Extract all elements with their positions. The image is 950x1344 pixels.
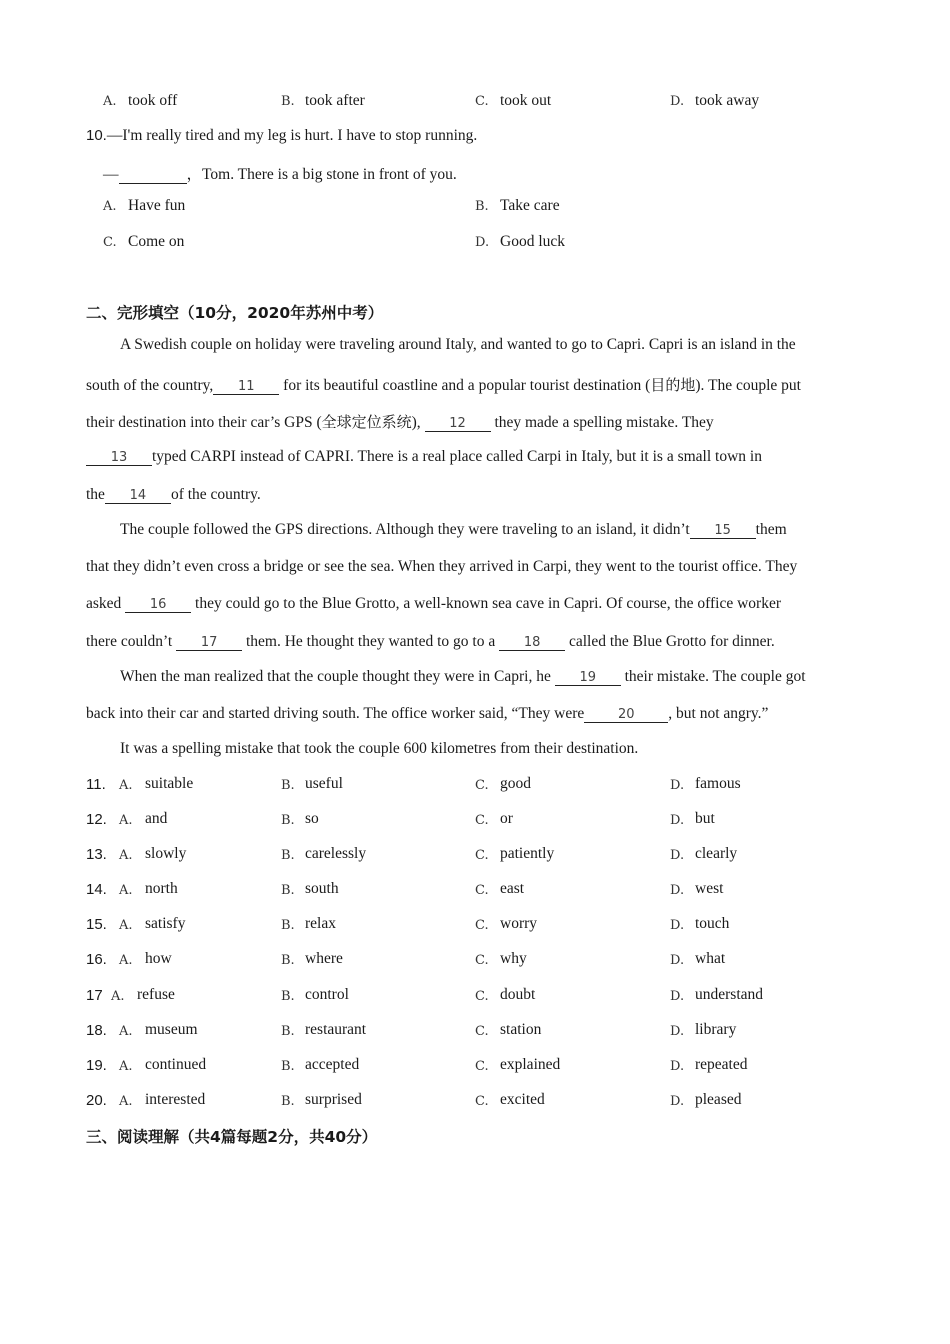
option-c-text: or xyxy=(500,810,513,827)
blank-20: 20 xyxy=(584,707,668,723)
blank-11: 11 xyxy=(213,379,279,395)
p1-l5-part-a: the xyxy=(86,486,105,503)
option-a-text: interested xyxy=(145,1091,206,1108)
option-a-text: refuse xyxy=(137,986,175,1003)
option-c-text: patiently xyxy=(500,845,555,862)
q9-option-c-letter: C. xyxy=(475,94,489,109)
option-c-letter: C. xyxy=(475,813,489,828)
q10-dash: — xyxy=(103,166,119,183)
option-c-text: why xyxy=(500,950,527,967)
p2-l1-part-b: them xyxy=(755,521,787,538)
q10-line2 xyxy=(103,162,457,184)
question-number: 11. xyxy=(86,776,106,793)
option-a-letter: A. xyxy=(119,1024,133,1039)
p3-l1-part-b: their mistake. The couple got xyxy=(624,668,806,685)
q9-option-d-letter: D. xyxy=(670,94,685,109)
q10-option-a-text: Have fun xyxy=(128,197,186,214)
blank-15: 15 xyxy=(690,523,756,539)
q9-option-c-text: took out xyxy=(500,92,552,109)
option-b-letter: B. xyxy=(281,989,295,1004)
blank-12: 12 xyxy=(425,416,491,432)
option-d-letter: D. xyxy=(670,953,685,968)
question-number: 15. xyxy=(86,916,107,933)
blank-19: 19 xyxy=(555,670,621,686)
option-d-text: west xyxy=(695,880,724,897)
p1-line-3 xyxy=(86,411,714,432)
q10-option-d-letter: D. xyxy=(475,235,490,250)
option-c-letter: C. xyxy=(475,918,489,933)
q10-option-d-text: Good luck xyxy=(500,233,566,250)
option-b-text: relax xyxy=(305,915,336,932)
p2-l4-part-a: there couldn’t xyxy=(86,633,173,650)
option-c-letter: C. xyxy=(475,883,489,898)
p2-l4-part-c: called the Blue Grotto for dinner. xyxy=(568,633,775,650)
option-c-text: good xyxy=(500,775,531,792)
option-d-text: what xyxy=(695,950,726,967)
p1-l3-cn: 全球定位系统 xyxy=(321,413,412,431)
question-number: 13. xyxy=(86,846,107,863)
option-d-text: repeated xyxy=(695,1056,748,1073)
q10-line2-rest: ，Tom. There is a big stone in front of you. xyxy=(186,166,457,183)
option-d-letter: D. xyxy=(670,1094,685,1109)
option-b-text: accepted xyxy=(305,1056,360,1073)
option-d-letter: D. xyxy=(670,989,685,1004)
p4-line: It was a spelling mistake that took the couple 600 kilometres from their destination. xyxy=(120,740,639,757)
option-a-text: suitable xyxy=(145,775,194,792)
p1-l3-part-a: their destination into their car’s GPS ( xyxy=(86,414,322,431)
option-d-text: touch xyxy=(695,915,730,932)
option-c-letter: C. xyxy=(475,953,489,968)
p1-l2-part-a: south of the country, xyxy=(86,377,214,394)
p2-line-1 xyxy=(120,521,787,539)
p1-l2-part-b: for its beautiful coastline and a popular tourist destination ( xyxy=(283,377,651,394)
option-a-text: satisfy xyxy=(145,915,186,932)
option-c-text: station xyxy=(500,1021,542,1038)
option-a-text: museum xyxy=(145,1021,198,1038)
option-b-letter: B. xyxy=(281,883,295,898)
option-d-letter: D. xyxy=(670,1059,685,1074)
option-a-letter: A. xyxy=(119,918,133,933)
p2-line-2: that they didn’t even cross a bridge or see the sea. When they arrived in Carpi, they went to the tourist office. They xyxy=(86,558,798,575)
option-c-letter: C. xyxy=(475,1059,489,1074)
p2-l4-part-b: them. He thought they wanted to go to a xyxy=(245,633,496,650)
option-b-text: so xyxy=(305,810,319,827)
option-d-letter: D. xyxy=(670,813,685,828)
option-d-letter: D. xyxy=(670,778,685,793)
option-b-text: surprised xyxy=(305,1091,362,1108)
blank-13: 13 xyxy=(86,450,152,466)
question-number: 19. xyxy=(86,1057,107,1074)
p3-l2-part-b: , but not angry.” xyxy=(668,705,769,722)
option-c-text: excited xyxy=(500,1091,545,1108)
question-number: 17 xyxy=(86,987,103,1004)
option-a-text: how xyxy=(145,950,172,967)
option-a-text: north xyxy=(145,880,178,897)
option-d-text: pleased xyxy=(695,1091,742,1108)
option-b-letter: B. xyxy=(281,813,295,828)
p2-line-3 xyxy=(86,595,781,613)
option-d-letter: D. xyxy=(670,848,685,863)
p2-l3-part-a: asked xyxy=(86,595,122,612)
option-d-letter: D. xyxy=(670,883,685,898)
p3-l1-part-a: When the man realized that the couple thought they were in Capri, he xyxy=(120,668,551,685)
option-b-letter: B. xyxy=(281,1094,295,1109)
option-d-text: understand xyxy=(695,986,764,1003)
q9-option-d-text: took away xyxy=(695,92,760,109)
blank-14: 14 xyxy=(105,488,171,504)
option-a-letter: A. xyxy=(119,1094,133,1109)
option-d-text: clearly xyxy=(695,845,738,862)
option-a-letter: A. xyxy=(119,883,133,898)
question-number: 16. xyxy=(86,951,107,968)
option-b-text: south xyxy=(305,880,339,897)
option-d-text: library xyxy=(695,1021,737,1038)
option-a-letter: A. xyxy=(119,953,133,968)
option-d-letter: D. xyxy=(670,1024,685,1039)
section-2-heading: 二、完形填空（10分，2020年苏州中考） xyxy=(86,304,384,322)
q10-option-c-text: Come on xyxy=(128,233,185,250)
option-b-letter: B. xyxy=(281,1024,295,1039)
option-b-text: restaurant xyxy=(305,1021,367,1038)
option-c-letter: C. xyxy=(475,1094,489,1109)
p1-l3-part-b: ), xyxy=(411,414,421,431)
option-c-letter: C. xyxy=(475,1024,489,1039)
q10-option-b-letter: B. xyxy=(475,199,489,214)
option-c-text: explained xyxy=(500,1056,561,1073)
option-b-text: control xyxy=(305,986,349,1003)
option-b-letter: B. xyxy=(281,918,295,933)
blank-16: 16 xyxy=(125,597,191,613)
option-c-letter: C. xyxy=(475,778,489,793)
q10-option-b-text: Take care xyxy=(500,197,560,214)
q10-stem xyxy=(86,127,477,145)
q10-option-a-letter: A. xyxy=(103,199,117,214)
option-c-text: worry xyxy=(500,915,538,932)
option-a-letter: A. xyxy=(111,989,125,1004)
p1-line-4 xyxy=(86,448,762,466)
option-c-text: doubt xyxy=(500,986,536,1003)
p1-l3-part-c: they made a spelling mistake. They xyxy=(494,414,714,431)
q10-number: 10. xyxy=(86,127,107,144)
option-a-letter: A. xyxy=(119,1059,133,1074)
option-c-text: east xyxy=(500,880,525,897)
p1-line-1: A Swedish couple on holiday were traveling around Italy, and wanted to go to Capri. Capri is an island in the xyxy=(120,336,796,353)
q9-option-b-text: took after xyxy=(305,92,365,109)
blank-18: 18 xyxy=(499,635,565,651)
question-number: 14. xyxy=(86,881,107,898)
section-3-heading: 三、阅读理解（共4篇每题2分，共40分） xyxy=(86,1128,378,1146)
blank-17: 17 xyxy=(176,635,242,651)
option-b-letter: B. xyxy=(281,1059,295,1074)
option-b-letter: B. xyxy=(281,953,295,968)
p1-l4-text: typed CARPI instead of CAPRI. There is a real place called Carpi in Italy, but it is a small town in xyxy=(152,448,762,465)
q10-blank xyxy=(119,168,187,184)
option-b-text: carelessly xyxy=(305,845,367,862)
q9-option-a-letter: A. xyxy=(103,94,117,109)
question-number: 20. xyxy=(86,1092,107,1109)
option-a-text: and xyxy=(145,810,168,827)
option-a-letter: A. xyxy=(119,813,133,828)
option-d-letter: D. xyxy=(670,918,685,933)
p1-l5-part-b: of the country. xyxy=(170,486,261,503)
option-b-text: useful xyxy=(305,775,343,792)
q10-option-c-letter: C. xyxy=(103,235,117,250)
option-a-letter: A. xyxy=(119,778,133,793)
p2-l3-part-b: they could go to the Blue Grotto, a well-known sea cave in Capri. Of course, the office worker xyxy=(195,595,781,612)
question-number: 18. xyxy=(86,1022,107,1039)
option-a-text: continued xyxy=(145,1056,207,1073)
p1-l2-cn: 目的地 xyxy=(650,376,696,394)
p2-line-4 xyxy=(86,633,775,651)
p1-line-5 xyxy=(86,486,261,504)
p1-line-2 xyxy=(86,374,801,395)
p3-line-1 xyxy=(120,668,806,686)
option-d-text: but xyxy=(695,810,715,827)
q10-line1: —I'm really tired and my leg is hurt. I have to stop running. xyxy=(106,127,478,144)
question-number: 12. xyxy=(86,811,107,828)
option-a-text: slowly xyxy=(145,845,187,862)
p2-l1-part-a: The couple followed the GPS directions. Although they were traveling to an island, it didn’t xyxy=(120,521,690,538)
q9-option-a-text: took off xyxy=(128,92,178,109)
option-a-letter: A. xyxy=(119,848,133,863)
option-d-text: famous xyxy=(695,775,741,792)
p3-l2-part-a: back into their car and started driving south. The office worker said, “They were xyxy=(86,705,585,722)
option-b-letter: B. xyxy=(281,848,295,863)
p1-l2-part-c: ). The couple put xyxy=(695,377,801,394)
option-b-letter: B. xyxy=(281,778,295,793)
option-c-letter: C. xyxy=(475,848,489,863)
q9-option-b-letter: B. xyxy=(281,94,295,109)
option-b-text: where xyxy=(305,950,343,967)
p3-line-2 xyxy=(86,705,768,723)
option-c-letter: C. xyxy=(475,989,489,1004)
